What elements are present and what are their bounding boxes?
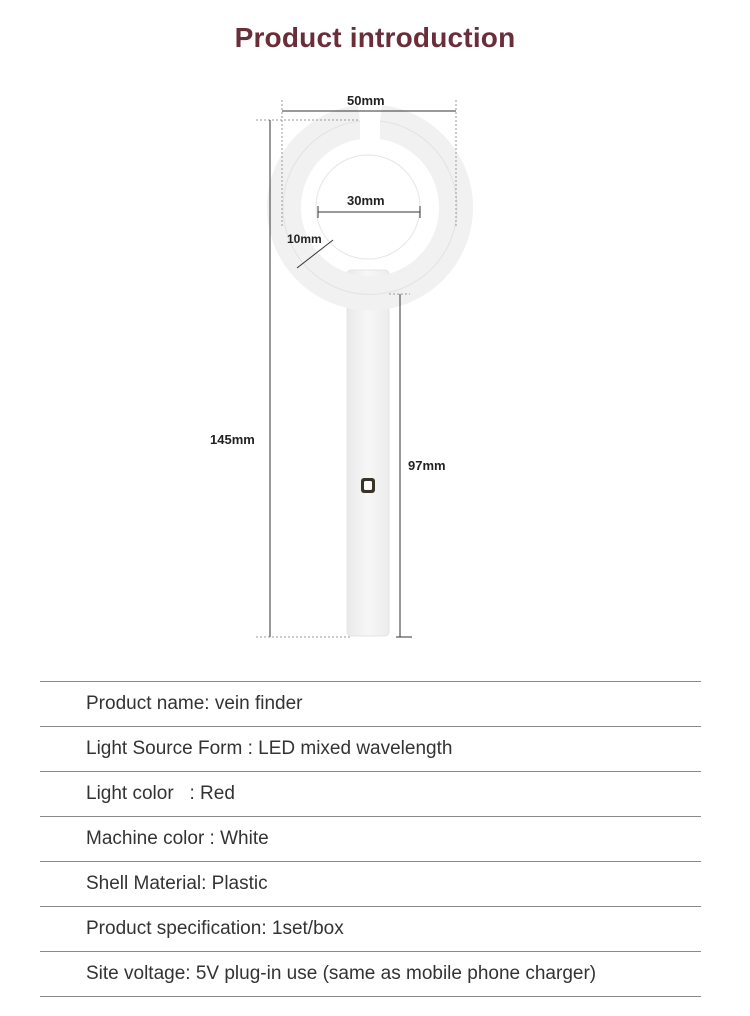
spec-row-product-name: Product name: vein finder <box>40 681 701 726</box>
ring-gap <box>360 115 380 139</box>
spec-row-light-color: Light color : Red <box>40 771 701 816</box>
handle <box>347 270 389 636</box>
dim-total-length: 145mm <box>210 432 255 447</box>
spec-list <box>40 681 701 997</box>
dim-ring-thickness: 10mm <box>287 232 322 246</box>
spec-row-site-voltage: Site voltage: 5V plug-in use (same as mobile phone charger) <box>40 951 701 997</box>
dim-inner-diameter: 30mm <box>347 193 385 208</box>
spec-row-specification: Product specification: 1set/box <box>40 906 701 951</box>
spec-row-machine-color: Machine color : White <box>40 816 701 861</box>
dim-handle-length: 97mm <box>408 458 446 473</box>
spec-row-shell-material: Shell Material: Plastic <box>40 861 701 906</box>
page-title: Product introduction <box>234 22 516 53</box>
spec-row-light-source: Light Source Form : LED mixed wavelength <box>40 726 701 771</box>
dim-outer-width: 50mm <box>347 93 385 108</box>
